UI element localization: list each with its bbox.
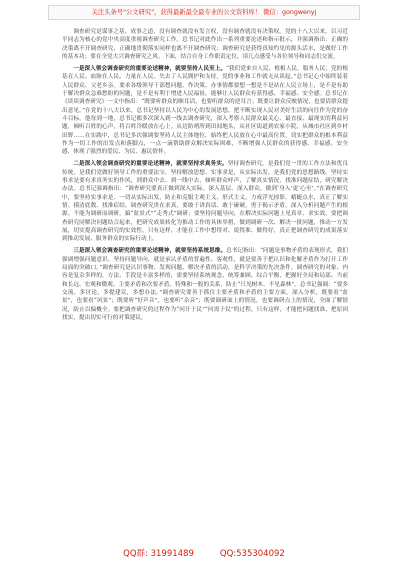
section-paragraph-1	[62, 65, 348, 156]
paragraph-heading: 三是深入领会调查研究的重要论述精神，就要坚持系统思维。	[73, 248, 227, 255]
qq-group-number: QQ群: 31991489	[123, 549, 194, 559]
paragraph-text: 调查研究是谋事之基、成事之道，没有调查就没有发言权，没有调查就没有决策权。党的十八大以来，以习近平同志为核心的党中央高度重视调查研究工作。总书记对此作出一系列重要论述和指示批示，并强调指出：正确的决策离不开调查研究，正确地贯彻落实同样也离不开调查研究；调查研究是获得真知灼见的源头活水，是做好工作的基本功；要在全党大兴调查研究之风。下面，结合自身工作职责定位，谈几点感受与各位领导和同志们交流。	[62, 29, 348, 60]
qq-number: QQ:535304092	[219, 549, 285, 559]
section-paragraph-2	[62, 160, 348, 243]
paragraph-text: 坚持调查研究，是我们党一贯的工作方法和优良传统，是我们党做好领导工作的重要法宝。坚持解放思想、实事求是，从实际出发，是我们党的思想路线。坚持实事求是要有求真务实的作风，到群众中去、到一线中去，倾听群众呼声，了解真实情况，找准问题症结，研究解决办法。总书记强调指出：“调查研究要真正做到深入实际、深入基层、深入群众，做到‘身入’更‘心至’。”在调查研究中，要坚持实事求是、一切从实际出发，防止和克服主观主义、形式主义，力戒浮光掠影、蜻蜓点水，真正了解实情、摸清底数、找准症结。调查研究贵在求真，要敢于讲真话、敢于碰硬，勇于揭示矛盾，深入分析问题产生的根源。不能为调研而调研，搞“盆景式”“走秀式”调研；要坚持问题导向，在解决实际问题上见真章、求实效。要把调查研究同解决问题结合起来，把研究成果转化为推动工作的具体举措，做到调研一次、解决一批问题，推动一方发展，切实提高调查研究的实效性。只有这样，才能在工作中想得对、说得准、做得好，真正把调查研究的成果落实到推动发展、服务群众的实际行动上。	[62, 161, 348, 243]
section-paragraph-3	[62, 247, 348, 322]
contact-footer	[0, 548, 408, 560]
paragraph-heading: 一是深入领会调查研究的重要论述精神，就要坚持人民至上。	[73, 66, 227, 73]
promo-banner: 关注头条号"公文研究"，获得最新最全最专业的公文资料库！ 微信：gongwenyj	[48, 5, 360, 20]
paragraph-text: “我们党来自人民、植根人民、服务人民，党的根基在人民、血脉在人民、力量在人民。失去了人民拥护和支持，党的事业和工作就无从谈起。”总书记心中始终装着人民群众、父老乡亲。要求各级领导干部想问题、作决策、办事情都要想一想是不是站在人民立场上，是不是有助于解决群众急难愁盼的问题，是不是有利于增进人民福祉，能够让人民群众有获得感、幸福感、安全感。总书记在《谈谈调查研究》一文中指出：“既要听群众的顺耳话，也要听群众的逆耳言；既要让群众反映情况，也要请群众提出意见。”在党的十八大以来，总书记坚持以人民为中心的发展思想，把不断实现人民对美好生活的向往作为党的奋斗目标，他每到一地，总书记都多次深入到一线去调查研究，深入考察人民群众最关心、最直接、最现实的利益问题，倾听百姓的心声，将百姓冷暖放在心上。从边防哨所到田间地头，从社区街道到农家小院，从城市社区到乡村田野……在实践中，总书记多次强调要坚持人民主体地位，始终把人民放在心中最高位置，切实把群众的根本利益作为一切工作的出发点和落脚点，一点一滴帮助群众解决实际困难，不断增强人民群众的获得感、幸福感、安全感，体现了强烈的爱民、为民、惠民情怀。	[62, 66, 348, 156]
document-body	[62, 28, 348, 538]
paragraph-heading: 二是深入领会调查研究的重要论述精神，就要坚持求真务实。	[73, 161, 228, 168]
paragraph-text: 总书记指出：“问题是事物矛盾的表现形式，我们强调增强问题意识、坚持问题导向，就是承认矛盾的普遍性、客观性，就是要善于把认识和化解矛盾作为打开工作局面的突破口。”调查研究是认识事物、发现问题、解决矛盾的活动，是科学决策的先决条件。调查研究的对象、内容是复杂多样的，方法、手段是丰富多样的，需要坚持系统观念，统筹兼顾、综合平衡，把握好全局和局部、当前和长远、宏观和微观、主要矛盾和次要矛盾、特殊和一般的关系，防止“只见树木、不见森林”。总书记强调：“要多交流、多讨论，多提建议，多想办法。”调查研究要善于抓住主要矛盾和矛盾的主要方面，深入分析，既要看“盆景”，也要看“风景”；既要听“好声音”，也要听“杂音”；既要调研面上的情况，也要调研点上的情况，全面了解情况，防止以偏概全。要把调查研究的过程作为“问计于民”“问需于民”的过程，只有这样，才能把问题找准、把原因找实，提出切实可行的对策建议。	[62, 248, 348, 321]
intro-paragraph	[62, 28, 348, 61]
